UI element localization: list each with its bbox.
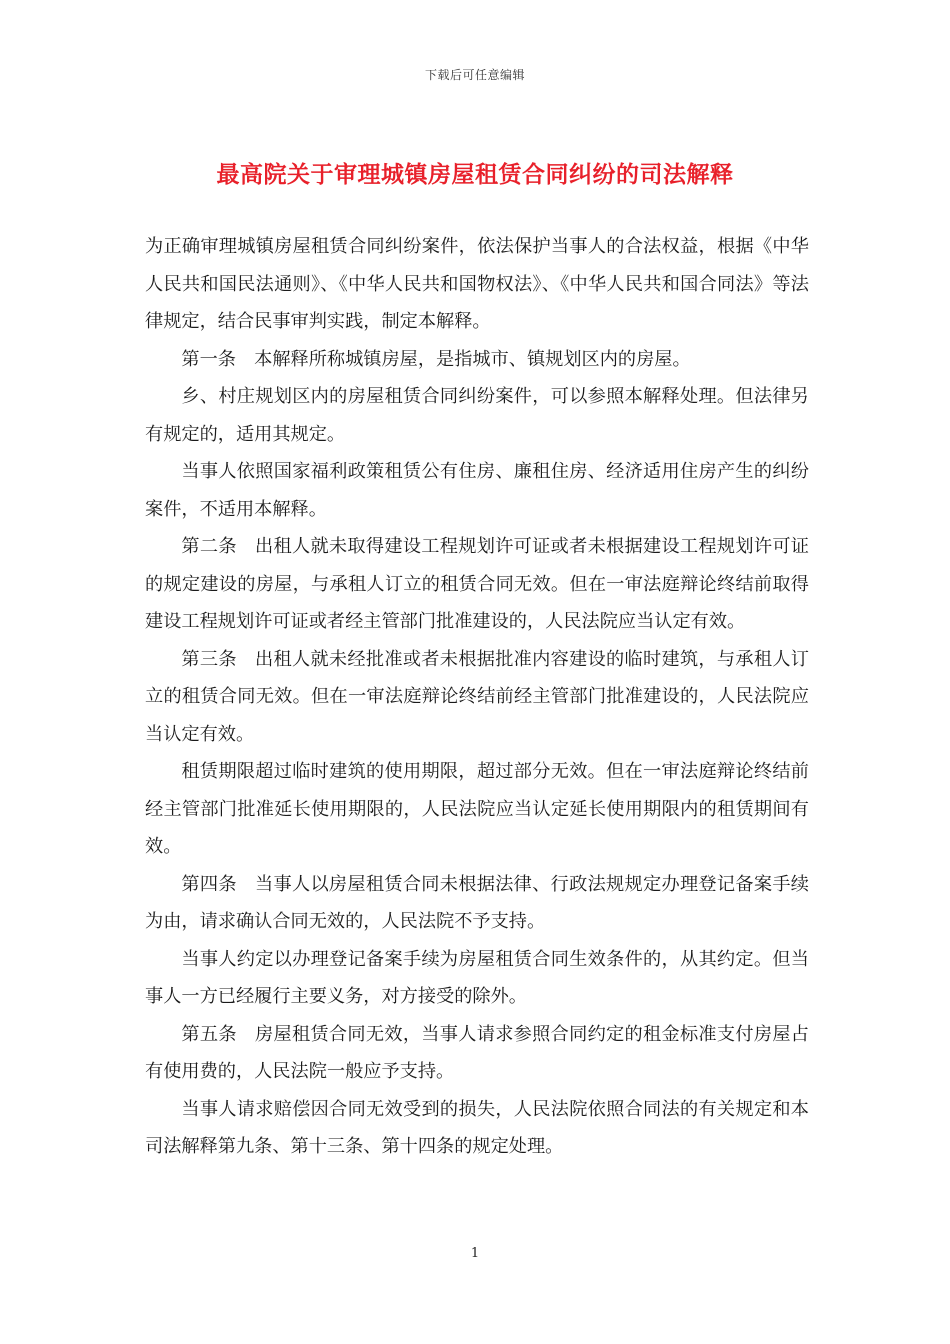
paragraph-article-5 [145, 1016, 809, 1091]
document-title: 最高院关于审理城镇房屋租赁合同纠纷的司法解释 [216, 162, 734, 188]
article-number: 第三条 [181, 648, 237, 670]
paragraph [145, 753, 809, 866]
paragraph [145, 1091, 809, 1166]
paragraph-text: 本解释所称城镇房屋，是指城市、镇规划区内的房屋。 [254, 348, 691, 370]
document-body [145, 228, 809, 1166]
paragraph-text: 为正确审理城镇房屋租赁合同纠纷案件，依法保护当事人的合法权益，根据《中华人民共和国民法通则》、《中华人民共和国物权法》、《中华人民共和国合同法》等法律规定，结合民事审判实践，制定本解释。 [145, 236, 809, 332]
paragraph-text: 当事人以房屋租赁合同未根据法律、行政法规规定办理登记备案手续为由，请求确认合同无效的，人民法院不予支持。 [145, 873, 809, 932]
article-number: 第四条 [181, 873, 237, 895]
paragraph-article-2 [145, 528, 809, 641]
paragraph-text: 出租人就未经批准或者未根据批准内容建设的临时建筑，与承租人订立的租赁合同无效。但在一审法庭辩论终结前经主管部门批准建设的，人民法院应当认定有效。 [145, 648, 809, 745]
paragraph-article-1 [145, 341, 809, 379]
page-number: 1 [470, 1246, 480, 1261]
paragraph-text: 租赁期限超过临时建筑的使用期限，超过部分无效。但在一审法庭辩论终结前经主管部门批准延长使用期限的，人民法院应当认定延长使用期限内的租赁期间有效。 [145, 761, 809, 857]
paragraph-article-4 [145, 866, 809, 941]
paragraph-text: 出租人就未取得建设工程规划许可证或者未根据建设工程规划许可证的规定建设的房屋，与承租人订立的租赁合同无效。但在一审法庭辩论终结前取得建设工程规划许可证或者经主管部门批准建设的，人民法院应当认定有效。 [145, 536, 809, 632]
paragraph [145, 453, 809, 528]
article-number: 第五条 [181, 1023, 237, 1045]
paragraph-text: 乡、村庄规划区内的房屋租赁合同纠纷案件，可以参照本解释处理。但法律另有规定的，适用其规定。 [145, 386, 809, 445]
article-number: 第一条 [181, 348, 236, 370]
paragraph-text: 当事人约定以办理登记备案手续为房屋租赁合同生效条件的，从其约定。但当事人一方已经履行主要义务，对方接受的除外。 [145, 948, 809, 1007]
paragraph-text: 房屋租赁合同无效，当事人请求参照合同约定的租金标准支付房屋占有使用费的，人民法院一般应予支持。 [145, 1023, 809, 1082]
paragraph-article-3 [145, 641, 809, 754]
paragraph-preamble [145, 228, 809, 341]
paragraph-text: 当事人依照国家福利政策租赁公有住房、廉租住房、经济适用住房产生的纠纷案件，不适用本解释。 [145, 461, 809, 520]
header-note: 下载后可任意编辑 [424, 68, 525, 82]
paragraph-text: 当事人请求赔偿因合同无效受到的损失，人民法院依照合同法的有关规定和本司法解释第九条、第十三条、第十四条的规定处理。 [145, 1098, 809, 1157]
article-number: 第二条 [181, 536, 237, 557]
paragraph [145, 941, 809, 1016]
paragraph [145, 378, 809, 453]
